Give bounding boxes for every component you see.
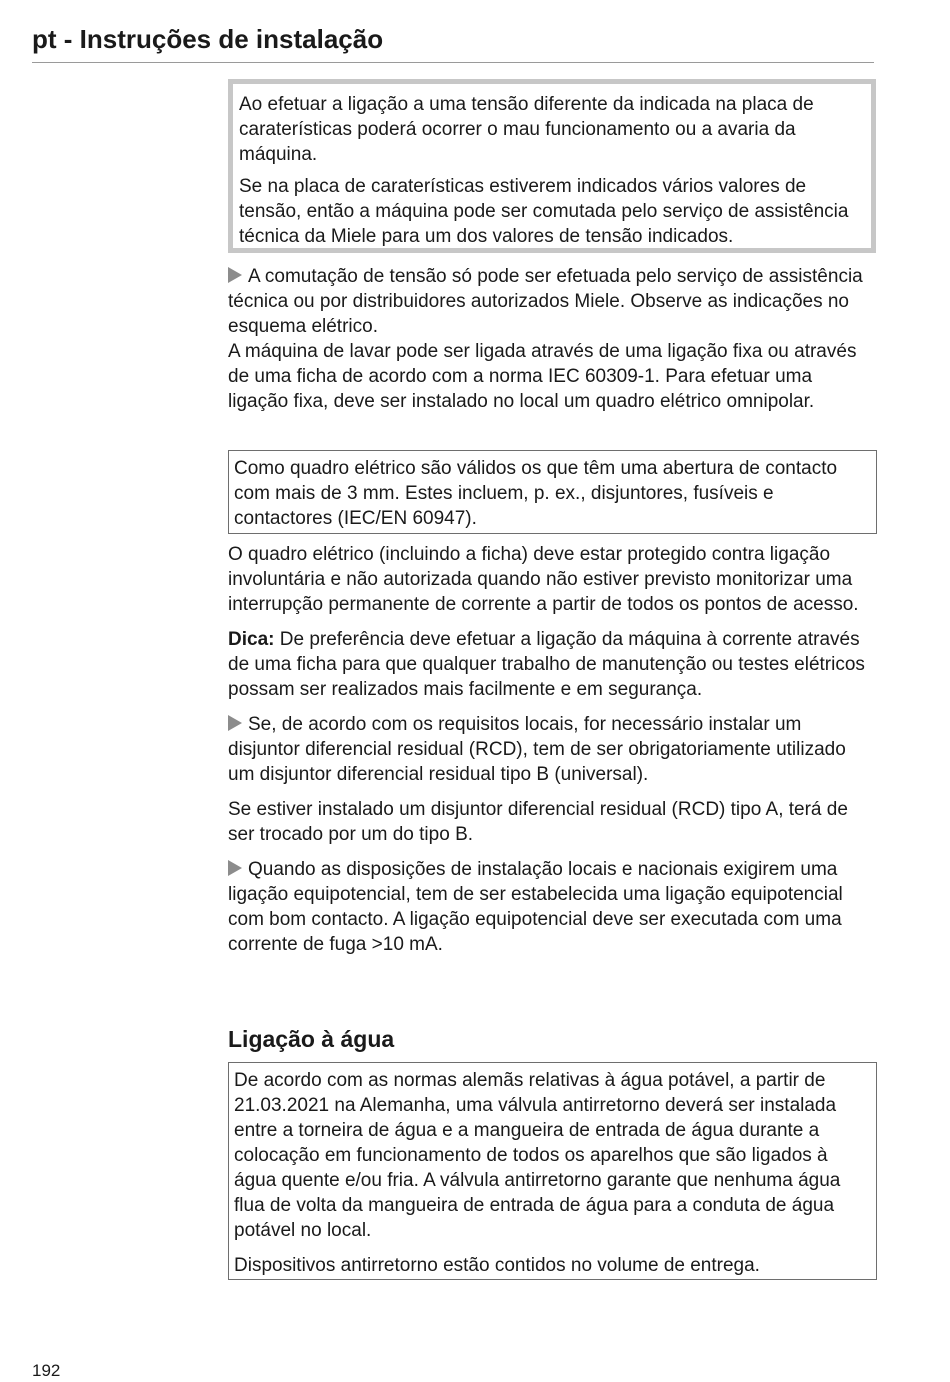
warning-box: [228, 79, 876, 253]
tip-label: Dica:: [228, 629, 275, 650]
body-paragraph: Se estiver instalado um disjuntor diferencial residual (RCD) tipo A, terá de ser trocado por um do tipo B.: [228, 799, 848, 845]
body-paragraph: O quadro elétrico (incluindo a ficha) deve estar protegido contra ligação involuntária e não autorizada quando não estiver previsto monitorizar uma interrupção permanente de corrente a partir de todos os pontos de acesso.: [228, 544, 859, 615]
step-text: Se, de acordo com os requisitos locais, for necessário instalar um disjuntor diferencial residual (RCD), tem de ser obrigatoriamente utilizado um disjuntor diferencial residual tipo B (universal).: [228, 714, 846, 785]
note-paragraph: Como quadro elétrico são válidos os que têm uma abertura de contacto com mais de 3 mm. Estes incluem, p. ex., disjuntores, fusíveis e contactores (IEC/EN 60947).: [234, 458, 838, 529]
note-paragraph: Dispositivos antirretorno estão contidos no volume de entrega.: [234, 1255, 760, 1276]
page-title: pt - Instruções de instalação: [32, 24, 384, 54]
note-box: [228, 450, 877, 534]
warning-paragraph: Se na placa de caraterísticas estiverem indicados vários valores de tensão, então a máquina pode ser comutada pelo serviço de assistência técnica da Miele para um dos valores de tensão indicados.: [239, 176, 849, 247]
step-paragraph: [228, 264, 876, 339]
water-note-box: [228, 1062, 877, 1280]
step-text: Quando as disposições de instalação locais e nacionais exigirem uma ligação equipotencial, tem de ser estabelecida uma ligação equipotencial com bom contacto. A ligação equipotencial deve ser executada com uma corrente de fuga >10 mA.: [228, 859, 843, 955]
body-paragraph: A máquina de lavar pode ser ligada através de uma ligação fixa ou através de uma ficha de acordo com a norma IEC 60309-1. Para efetuar uma ligação fixa, deve ser instalado no local um quadro elétrico omnipolar.: [228, 341, 857, 412]
voltage-instructions: [228, 264, 876, 414]
step-text: A comutação de tensão só pode ser efetuada pelo serviço de assistência técnica ou por distribuidores autorizados Miele. Observe as indicações no esquema elétrico.: [228, 266, 863, 337]
tip-text: De preferência deve efetuar a ligação da máquina à corrente através de uma ficha para que qualquer trabalho de manutenção ou testes elétricos possam ser realizados mais facilmente e em segurança.: [228, 629, 865, 700]
section-heading: Ligação à água: [228, 1026, 395, 1052]
electrical-instructions: [228, 542, 876, 957]
step-paragraph: [228, 857, 876, 957]
bullet-triangle-icon: [228, 860, 242, 876]
warning-paragraph: Ao efetuar a ligação a uma tensão diferente da indicada na placa de caraterísticas poderá ocorrer o mau funcionamento ou a avaria da máquina.: [239, 94, 814, 165]
page-number: 192: [32, 1361, 61, 1380]
step-paragraph: [228, 712, 876, 787]
note-paragraph: De acordo com as normas alemãs relativas à água potável, a partir de 21.03.2021 na Alemanha, uma válvula antirretorno deverá ser instalada entre a torneira de água e a mangueira de entrada de água durante a colocação em funcionamento de todos os aparelhos que são ligados à água quente e/ou fria. A válvula antirretorno garante que nenhuma água flua de volta da mangueira de entrada de água para a conduta de água potável no local.: [234, 1070, 841, 1241]
tip-paragraph: [228, 627, 876, 702]
bullet-triangle-icon: [228, 267, 242, 283]
page-header: [32, 22, 874, 63]
bullet-triangle-icon: [228, 715, 242, 731]
